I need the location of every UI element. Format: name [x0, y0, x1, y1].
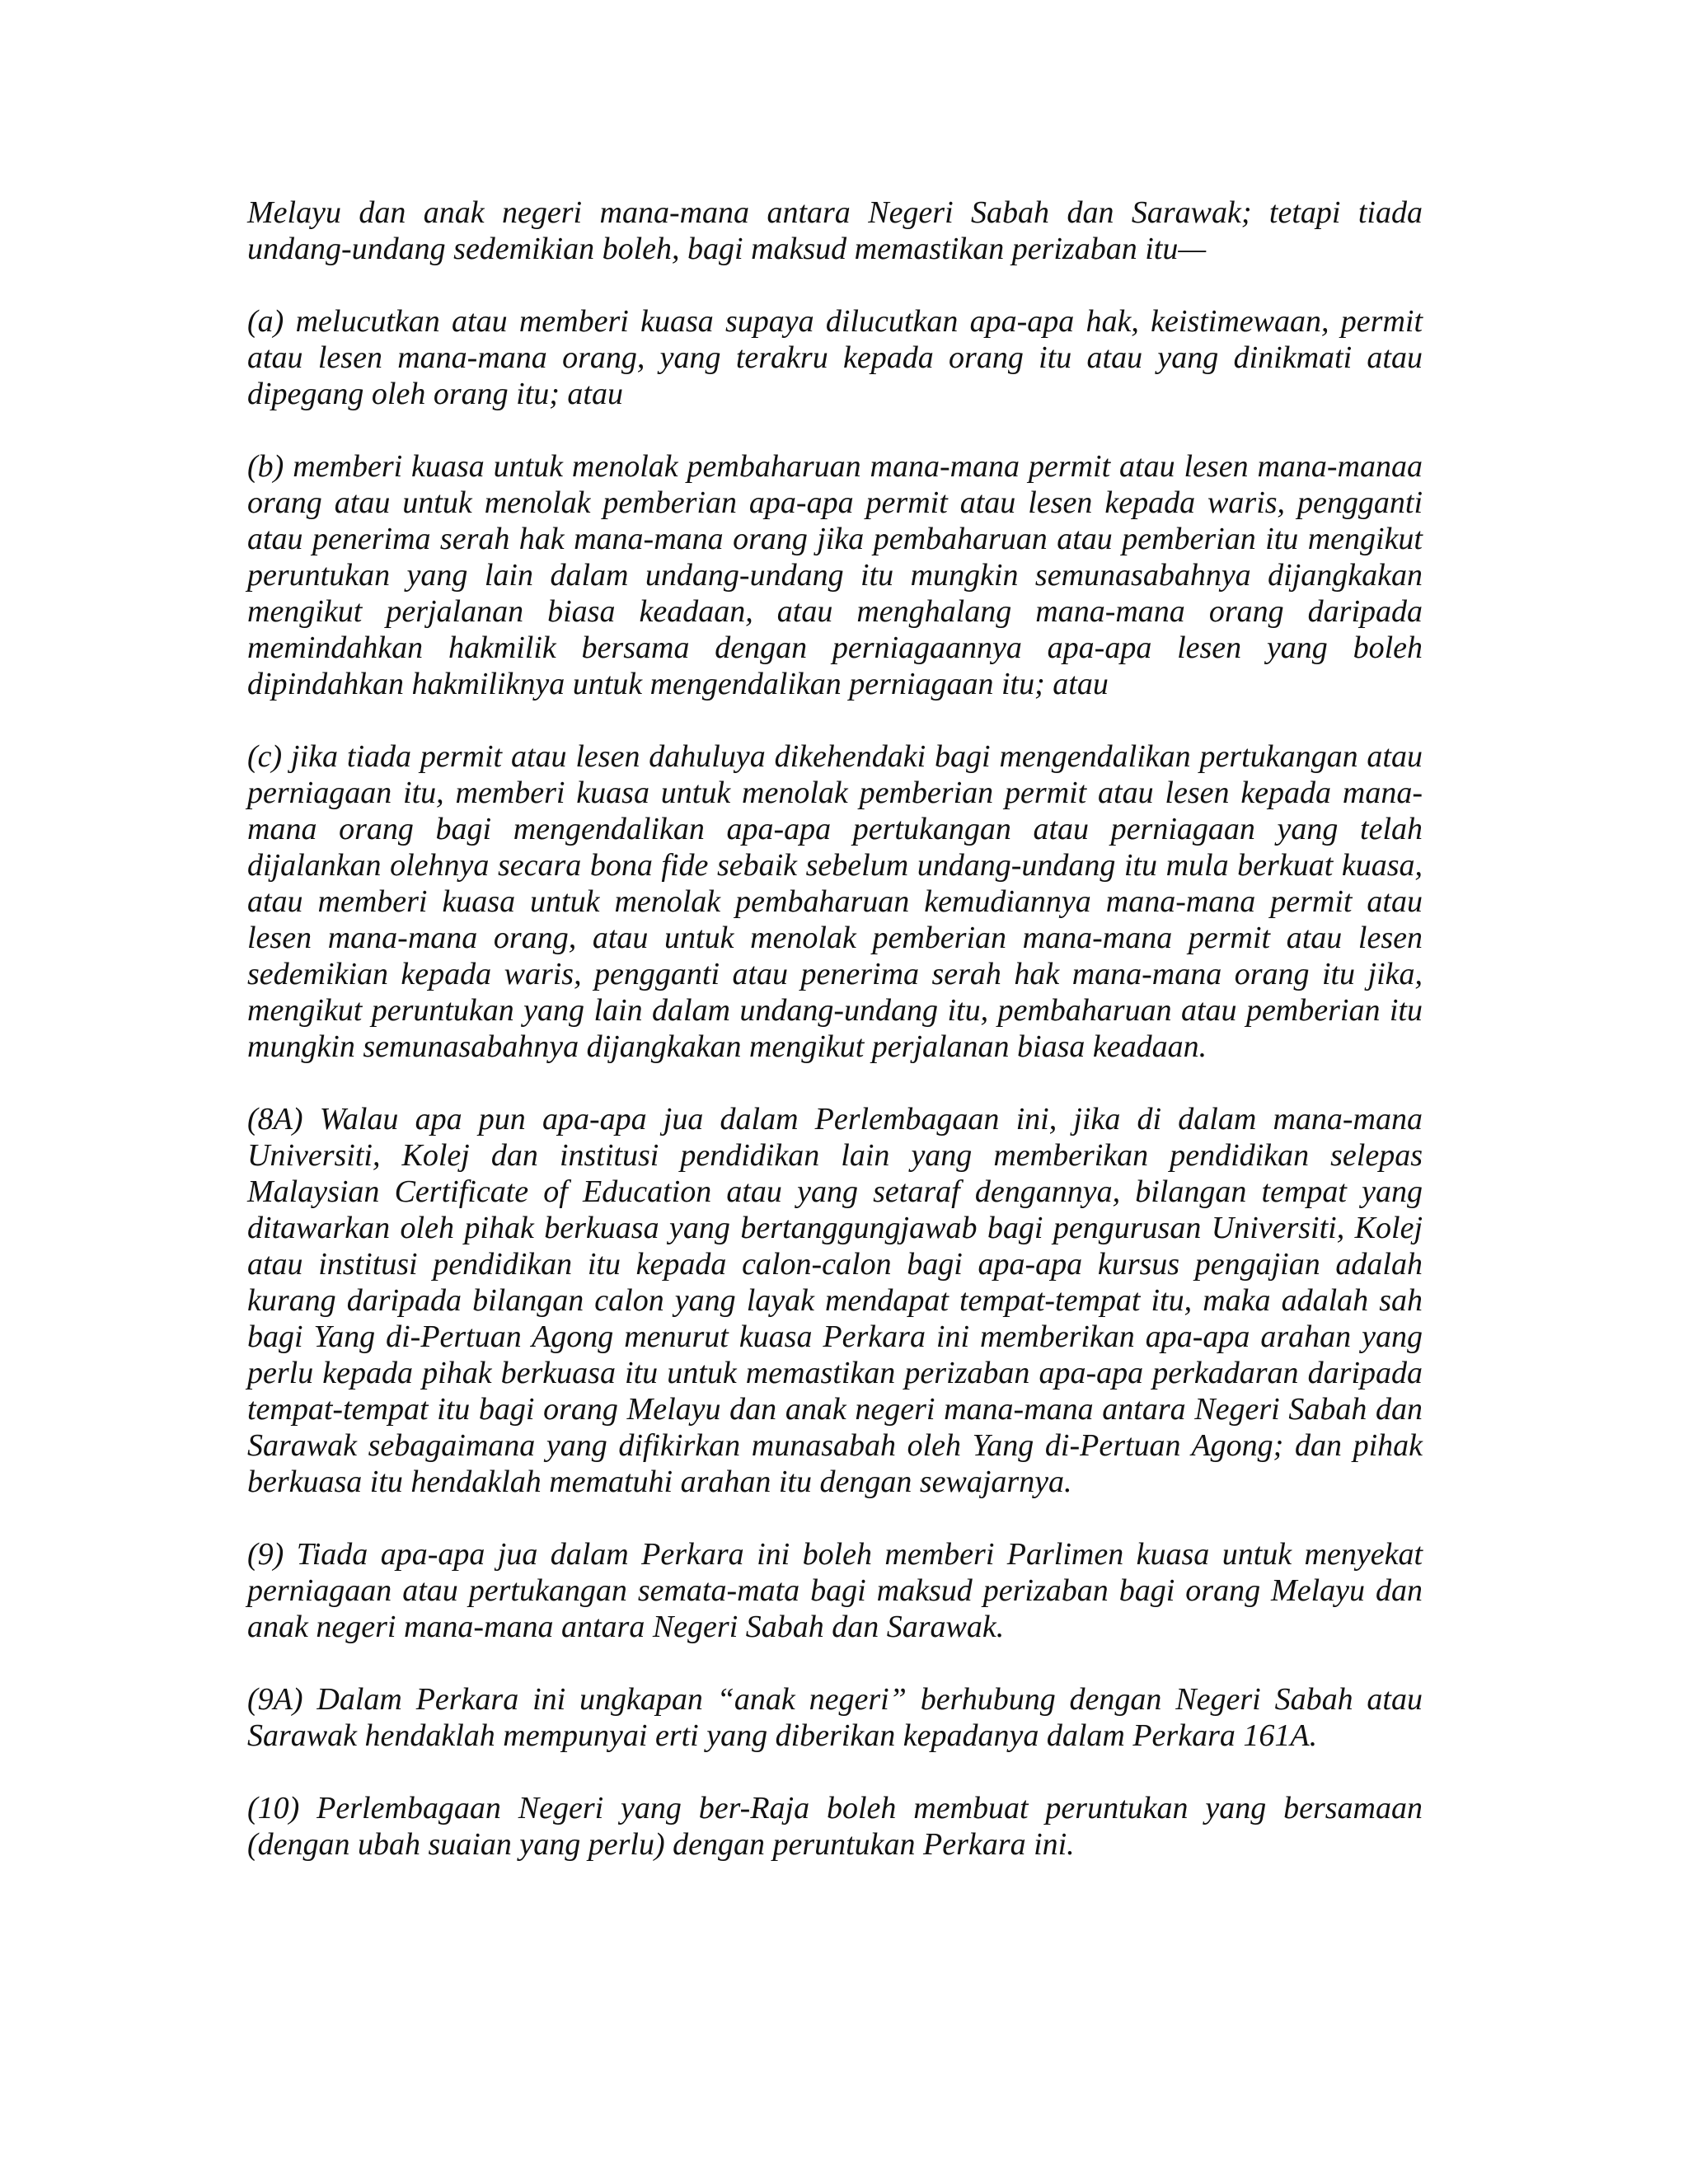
paragraph-intro: Melayu dan anak negeri mana-mana antara Negeri Sabah dan Sarawak; tetapi tiada undang-undang sedemikian boleh, bagi maksud memastikan perizaban itu—	[247, 195, 1423, 266]
paragraph-c: (c) jika tiada permit atau lesen dahuluya dikehendaki bagi mengendalikan pertukangan atau perniagaan itu, memberi kuasa untuk menolak pemberian permit atau lesen kepada mana-mana orang bagi mengendalikan apa-apa pertukangan atau perniagaan yang telah dijalankan olehnya secara bona fide sebaik sebelum undang-undang itu mula berkuat kuasa, atau memberi kuasa untuk menolak pembaharuan kemudiannya mana-mana permit atau lesen mana-mana orang, atau untuk menolak pemberian mana-mana permit atau lesen sedemikian kepada waris, pengganti atau penerima serah hak mana-mana orang itu jika, mengikut peruntukan yang lain dalam undang-undang itu, pembaharuan atau pemberian itu mungkin semunasabahnya dijangkakan mengikut perjalanan biasa keadaan.	[247, 739, 1423, 1064]
paragraph-8a: (8A) Walau apa pun apa-apa jua dalam Perlembagaan ini, jika di dalam mana-mana Universiti, Kolej dan institusi pendidikan lain yang memberikan pendidikan selepas Malaysian Certificate of Education atau yang setaraf dengannya, bilangan tempat yang ditawarkan oleh pihak berkuasa yang bertanggungjawab bagi pengurusan Universiti, Kolej atau institusi pendidikan itu kepada calon-calon bagi apa-apa kursus pengajian adalah kurang daripada bilangan calon yang layak mendapat tempat-tempat itu, maka adalah sah bagi Yang di-Pertuan Agong menurut kuasa Perkara ini memberikan apa-apa arahan yang perlu kepada pihak berkuasa itu untuk memastikan perizaban apa-apa perkadaran daripada tempat-tempat itu bagi orang Melayu dan anak negeri mana-mana antara Negeri Sabah dan Sarawak sebagaimana yang difikirkan munasabah oleh Yang di-Pertuan Agong; dan pihak berkuasa itu hendaklah mematuhi arahan itu dengan sewajarnya.	[247, 1102, 1423, 1499]
paragraph-a: (a) melucutkan atau memberi kuasa supaya dilucutkan apa-apa hak, keistimewaan, permit atau lesen mana-mana orang, yang terakru kepada orang itu atau yang dinikmati atau dipegang oleh orang itu; atau	[247, 304, 1423, 411]
paragraph-9a: (9A) Dalam Perkara ini ungkapan “anak negeri” berhubung dengan Negeri Sabah atau Sarawak hendaklah mempunyai erti yang diberikan kepadanya dalam Perkara 161A.	[247, 1682, 1423, 1753]
paragraph-9: (9) Tiada apa-apa jua dalam Perkara ini boleh memberi Parlimen kuasa untuk menyekat perniagaan atau pertukangan semata-mata bagi maksud perizaban bagi orang Melayu dan anak negeri mana-mana antara Negeri Sabah dan Sarawak.	[247, 1537, 1423, 1644]
document-page	[247, 194, 1423, 1863]
paragraph-10: (10) Perlembagaan Negeri yang ber-Raja boleh membuat peruntukan yang bersamaan (dengan ubah suaian yang perlu) dengan peruntukan Perkara ini.	[247, 1791, 1423, 1862]
paragraph-b: (b) memberi kuasa untuk menolak pembaharuan mana-mana permit atau lesen mana-manaa orang atau untuk menolak pemberian apa-apa permit atau lesen kepada waris, pengganti atau penerima serah hak mana-mana orang jika pembaharuan atau pemberian itu mengikut peruntukan yang lain dalam undang-undang itu mungkin semunasabahnya dijangkakan mengikut perjalanan biasa keadaan, atau menghalang mana-mana orang daripada memindahkan hakmilik bersama dengan perniagaannya apa-apa lesen yang boleh dipindahkan hakmiliknya untuk mengendalikan perniagaan itu; atau	[247, 449, 1423, 701]
